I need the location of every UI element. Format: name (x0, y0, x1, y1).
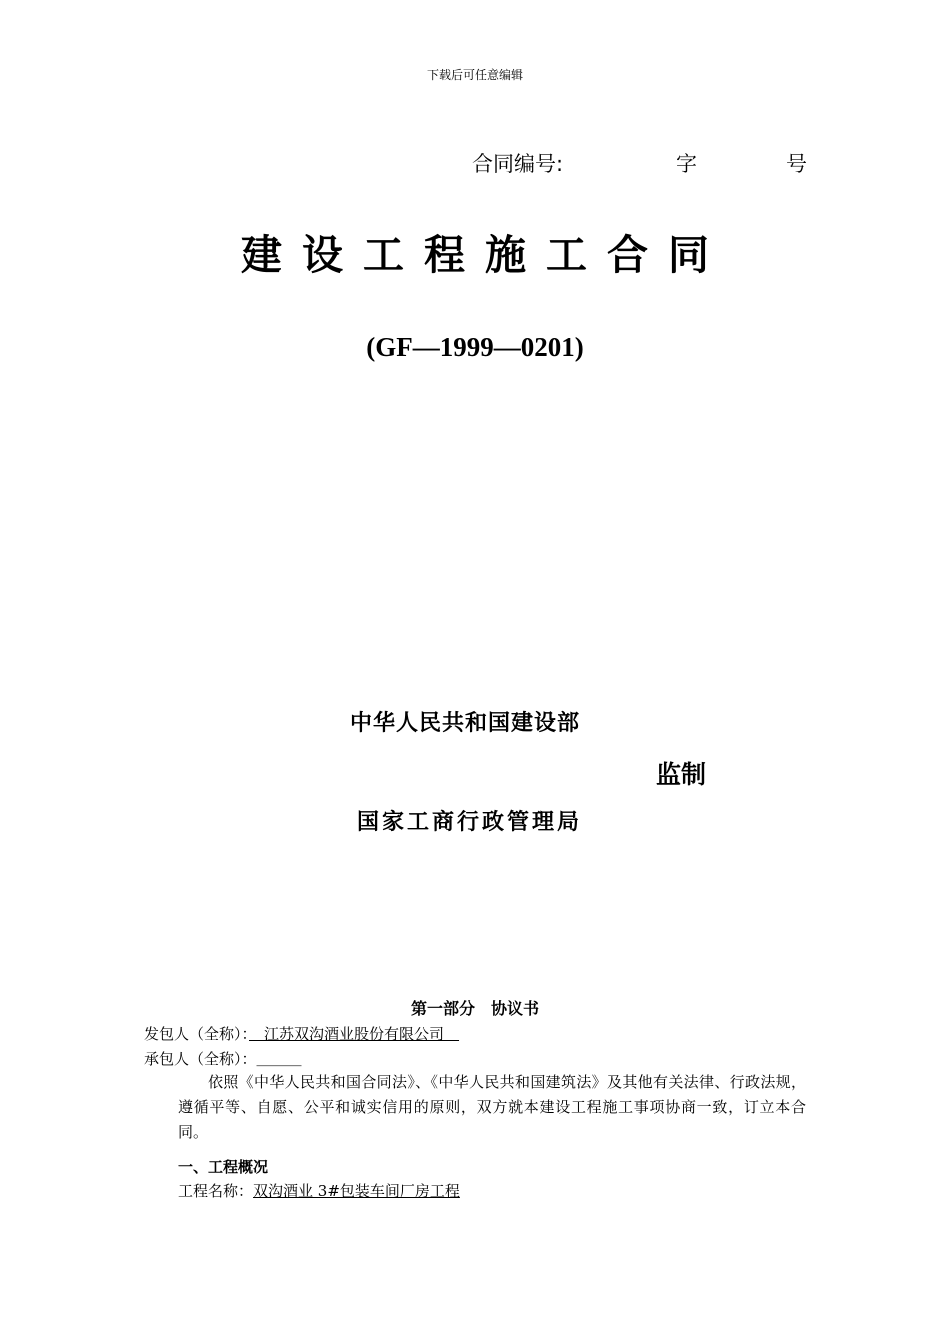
section-heading-project-overview: 一、工程概况 (178, 1158, 269, 1176)
project-name-line (178, 1180, 460, 1201)
contractor-line (144, 1048, 302, 1069)
employer-value: 江苏双沟酒业股份有限公司 (249, 1025, 460, 1043)
contract-number-line (472, 148, 807, 178)
contract-number-hao: 号 (786, 152, 807, 176)
page-header-note: 下载后可任意编辑 (426, 68, 523, 82)
employer-label: 发包人（全称）： (144, 1025, 250, 1043)
contract-number-zi: 字 (676, 152, 697, 176)
preamble-paragraph: 依照《中华人民共和国合同法》、《中华人民共和国建筑法》及其他有关法律、行政法规，遵循平等、自愿、公平和诚实信用的原则，双方就本建设工程施工事项协商一致，订立本合同。 (178, 1073, 806, 1141)
document-title: 建设工程施工合同 (241, 231, 729, 279)
contractor-value: ＿＿＿ (256, 1050, 302, 1068)
issuer-ministry: 中华人民共和国建设部 (350, 710, 581, 736)
contractor-label: 承包人（全称）： (144, 1050, 257, 1068)
project-name-value: 双沟酒业 3#包装车间厂房工程 (253, 1182, 460, 1200)
employer-line (144, 1023, 459, 1044)
project-name-label: 工程名称： (178, 1182, 254, 1200)
part-title: 第一部分 协议书 (410, 999, 539, 1018)
document-code: (GF—1999—0201) (366, 332, 584, 362)
issuer-bureau: 国家工商行政管理局 (357, 809, 583, 835)
contract-number-label: 合同编号: (472, 152, 564, 176)
issuer-supervise: 监制 (656, 760, 707, 789)
